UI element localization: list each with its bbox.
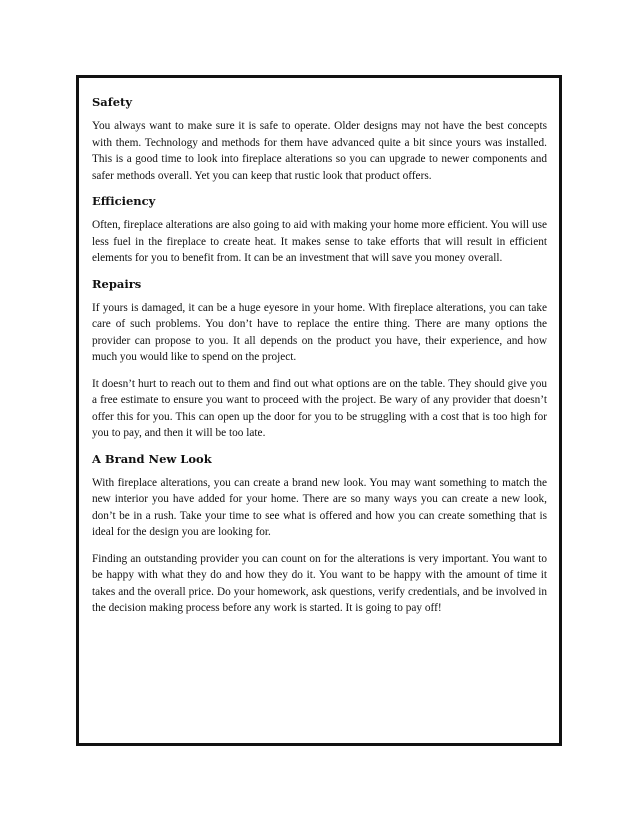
page-border-frame	[76, 75, 562, 746]
section-heading-brand-new-look: A Brand New Look	[92, 451, 212, 466]
paragraph-safety-1: You always want to make sure it is safe to operate. Older designs may not have the best concepts with them. Technology and methods for them have advanced quite a bit since yours was installed. This is a good time to look into fireplace alterations so you can upgrade to newer components and safer methods overall. Yet you can keep that rustic look that product offers.	[92, 120, 547, 182]
section-efficiency	[92, 194, 547, 267]
section-brand-new-look	[92, 452, 547, 617]
section-heading-safety: Safety	[92, 95, 133, 109]
section-heading-efficiency: Efficiency	[92, 194, 156, 208]
paragraph-efficiency-1: Often, fireplace alterations are also going to aid with making your home more efficient. You will use less fuel in the fireplace to create heat. It makes sense to take efforts that will result in efficient elements for you to benefit from. It can be an investment that will save you money overall.	[92, 219, 547, 264]
section-heading-repairs: Repairs	[92, 276, 142, 291]
paragraph-brand-new-look-2: Finding an outstanding provider you can count on for the alterations is very important. You want to be happy with what they do and how they do it. You want to be happy with the amount of time it takes and the overall price. Do your homework, ask questions, verify credentials, and be involved in the decision making process before any work is started. It is going to pay off!	[92, 552, 547, 614]
paragraph-repairs-1: If yours is damaged, it can be a huge eyesore in your home. With fireplace alterations, you can take care of such problems. You don’t have to replace the entire thing. There are many options the provider can propose to you. It all depends on the product you have, their experience, and how much you would like to spend on the project.	[92, 301, 547, 363]
paragraph-repairs-2: It doesn’t hurt to reach out to them and find out what options are on the table. They should give you a free estimate to ensure you want to proceed with the project. Be wary of any provider that doesn’t offer this for you. This can open up the door for you to be struggling with a cost that is too high for you to pay, and then it will be too late.	[92, 377, 547, 439]
document-content	[92, 95, 547, 627]
section-repairs	[92, 277, 547, 442]
section-safety	[92, 95, 547, 184]
paragraph-brand-new-look-1: With fireplace alterations, you can create a brand new look. You may want something to match the new interior you have added for your home. There are so many ways you can create a new look, don’t be in a rush. Take your time to see what is offered and how you can create something that is ideal for the design you are looking for.	[92, 476, 547, 538]
